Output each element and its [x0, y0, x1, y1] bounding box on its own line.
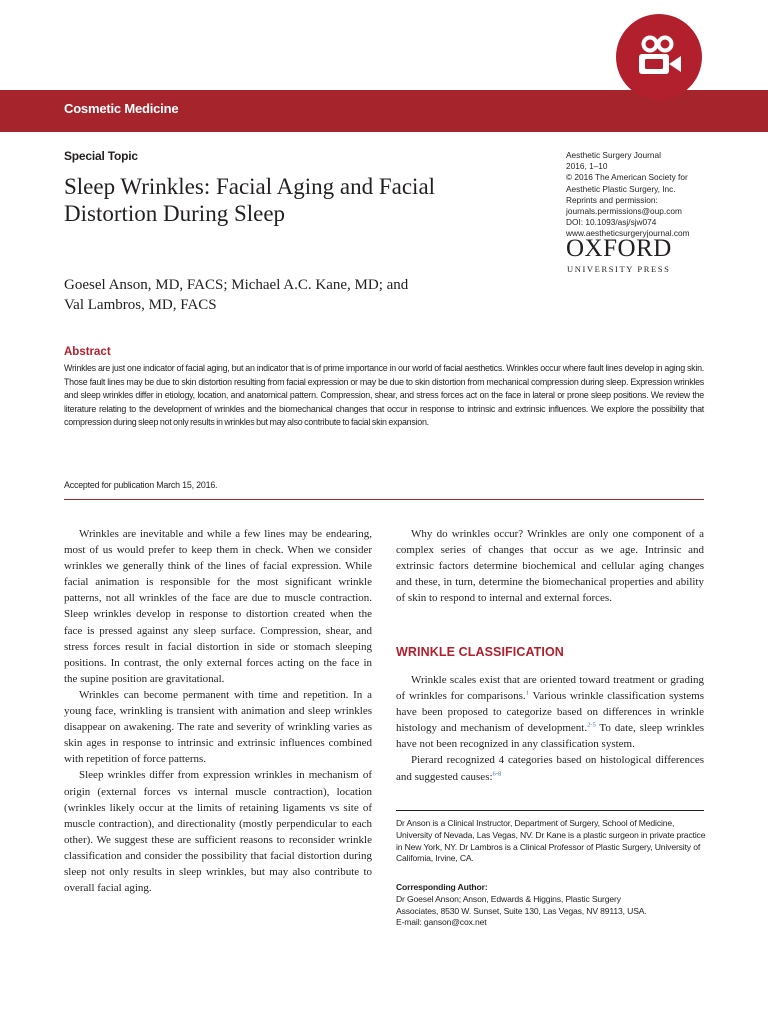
abstract-text: Wrinkles are just one indicator of facial aging, but an indicator that is of prime importance in our world of facial aesthetics. Wrinkles occur where fault lines develop in aging skin. Those fault lines may be due to skin distortion resulting from facial expression or may be due to skin distortion from mechanical compression during sleep. Expression wrinkles and sleep wrinkles differ in etiology, location, and anatomical pattern. Compression, shear, and stress forces act on the face in lateral or prone sleep positions. We review the literature relating to the development of wrinkles and the biomechanical changes that occur in response to intrinsic and extrinsic influences. We explore the possibility that compression during sleep not only results in wrinkles but may also contribute to facial skin expansion.: [64, 363, 704, 428]
author-affiliations: Dr Anson is a Clinical Instructor, Department of Surgery, School of Medicine, University of Nevada, Las Vegas, NV. Dr Kane is a plastic surgeon in private practice in New York, NY. Dr Lambros is a Clinical Professor of Plastic Surgery, University of California, Irvine, CA.: [396, 818, 706, 864]
paragraph: Sleep wrinkles differ from expression wrinkles in mechanism of origin (external forces vs internal muscle contraction), location (wrinkles likely occur at the limits of retaining ligaments vs site of muscle contraction), and directionality (mostly perpendicular to each other). We suggest these are sufficient reasons to reconsider wrinkle classification and consider the possibility that facial distortion during sleep not only results in sleep wrinkles, but may also contribute to overall facial aging.: [64, 769, 372, 895]
footnote-divider: [396, 810, 704, 811]
corresponding-author-label: Corresponding Author:: [396, 882, 488, 892]
corresponding-author-email[interactable]: E-mail: ganson@cox.net: [396, 917, 487, 928]
body-column-left: [64, 526, 372, 896]
journal-name: Aesthetic Surgery Journal: [566, 150, 662, 160]
body-column-right: [396, 526, 704, 606]
corresponding-author-line: Dr Goesel Anson; Anson, Edwards & Higgins, Plastic Surgery: [396, 893, 621, 904]
reprints-label: Reprints and permission:: [566, 194, 658, 205]
body-column-right-continued: [396, 672, 704, 785]
citation-link[interactable]: 6-8: [492, 769, 502, 777]
video-camera-glyph: [634, 34, 684, 80]
corresponding-author-line: Associates, 8530 W. Sunset, Suite 130, Las Vegas, NV 89113, USA.: [396, 905, 647, 916]
section-heading: WRINKLE CLASSIFICATION: [396, 645, 564, 659]
paragraph: [396, 672, 704, 752]
copyright-line: Aesthetic Plastic Surgery, Inc.: [566, 183, 676, 194]
authors-line: Val Lambros, MD, FACS: [64, 297, 217, 313]
publisher-subtitle: UNIVERSITY PRESS: [567, 264, 671, 274]
publisher-logo: OXFORD: [566, 235, 672, 262]
doi[interactable]: DOI: 10.1093/asj/sjw074: [566, 217, 657, 228]
copyright-line: © 2016 The American Society for: [566, 172, 688, 183]
special-topic-label: Special Topic: [64, 149, 138, 163]
paragraph: Wrinkles can become permanent with time and repetition. In a young face, wrinkling is transient with animation and sleep wrinkles disappear on awakening. The rate and severity of wrinkling varies as skin ages in response to intrinsic and extrinsic influences combined with repetition of force patterns.: [64, 688, 372, 766]
journal-info: [566, 150, 756, 240]
paragraph-text: To date, sleep wrinkles have not been recognized in any classification system.: [396, 722, 705, 751]
section-label: Cosmetic Medicine: [64, 101, 179, 116]
article-title: Sleep Wrinkles: Facial Aging and Facial Distortion During Sleep: [64, 174, 436, 226]
paragraph: [396, 752, 704, 784]
journal-website[interactable]: www.aestheticsurgeryjournal.com: [566, 228, 690, 239]
authors-line: Goesel Anson, MD, FACS; Michael A.C. Kane, MD; and: [64, 277, 409, 293]
paragraph: Why do wrinkles occur? Wrinkles are only one component of a complex series of changes that occur as we age. Intrinsic and extrinsic factors determine biochemical and cellular aging changes and these, in turn, determine the biomechanical properties and ability of skin to respond to internal and external forces.: [396, 528, 704, 605]
paragraph-text: Various wrinkle classification systems have been proposed to categorize based on differences in wrinkle histology and mechanism of development.: [396, 690, 704, 735]
journal-year-pages: 2016, 1–10: [566, 161, 608, 172]
permissions-email[interactable]: journals.permissions@oup.com: [566, 206, 682, 217]
abstract-heading: Abstract: [64, 346, 111, 358]
citation-link[interactable]: 2-5: [587, 721, 596, 729]
accepted-date: Accepted for publication March 15, 2016.: [64, 480, 218, 490]
video-camera-icon[interactable]: [616, 14, 702, 100]
citation-link[interactable]: 1: [525, 689, 529, 697]
divider: [64, 499, 704, 500]
paragraph: Wrinkles are inevitable and while a few lines may be endearing, most of us would prefer to keep them in check. When we consider wrinkles we generally think of the lines of facial expression. While facial animation is responsible for the most significant wrinkle patterns, not all wrinkles of the face are due to muscle contraction. Sleep wrinkles develop in response to distortion created when the face is pressed against any sleep surface. Compression, shear, and stress forces result in facial distortion in side or stomach sleeping positions. In contrast, the only external forces acting on the face in the supine position are gravitational.: [64, 528, 372, 685]
corresponding-author: [396, 882, 706, 929]
author-list: [64, 275, 504, 315]
paragraph-text: Pierard recognized 4 categories based on histological differences and suggested causes:: [396, 754, 704, 783]
paragraph-text: Wrinkle scales exist that are oriented toward treatment or grading of wrinkles for comparisons.: [396, 674, 704, 703]
